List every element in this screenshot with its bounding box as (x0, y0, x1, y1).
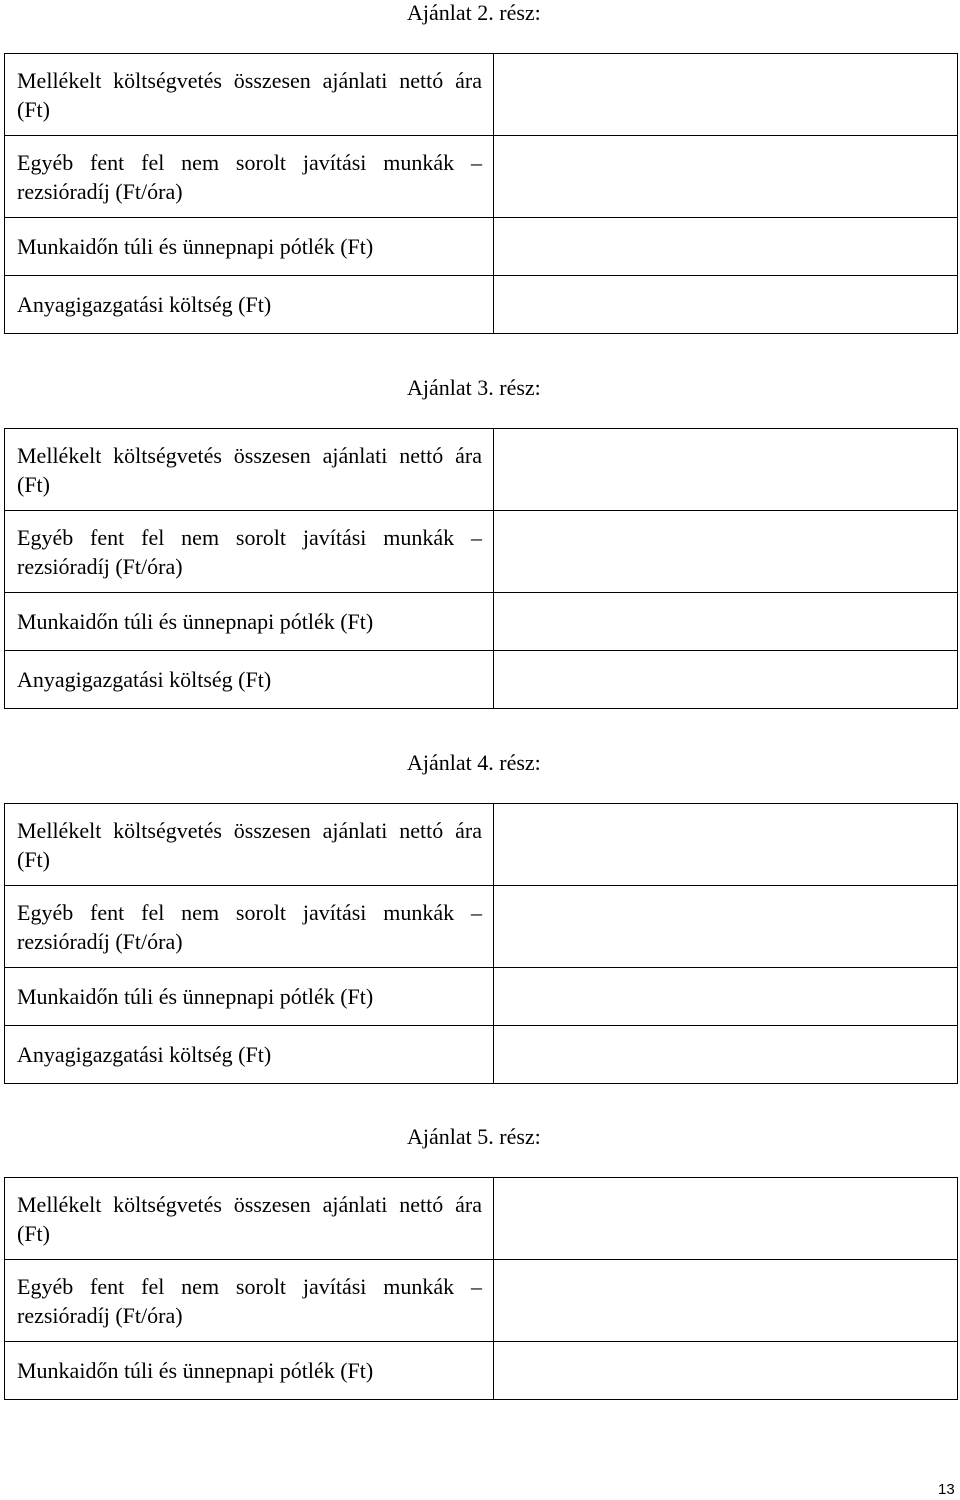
row-label: Egyéb fent fel nem sorolt javítási munkák – rezsióradíj (Ft/óra) (5, 136, 494, 218)
price-field[interactable] (494, 54, 958, 136)
table-row (5, 218, 958, 276)
table-row (5, 1178, 958, 1260)
table-row (5, 511, 958, 593)
overtime-surcharge-field[interactable] (494, 218, 958, 276)
section-heading: Ajánlat 2. rész: (407, 0, 541, 25)
price-field[interactable] (494, 429, 958, 511)
row-label: Munkaidőn túli és ünnepnapi pótlék (Ft) (5, 1342, 494, 1400)
material-cost-field[interactable] (494, 276, 958, 334)
row-label: Anyagigazgatási költség (Ft) (5, 276, 494, 334)
material-cost-field[interactable] (494, 1026, 958, 1084)
row-label: Mellékelt költségvetés összesen ajánlati nettó ára (Ft) (5, 804, 494, 886)
row-label: Anyagigazgatási költség (Ft) (5, 651, 494, 709)
price-field[interactable] (494, 1178, 958, 1260)
table-row (5, 429, 958, 511)
material-cost-field[interactable] (494, 651, 958, 709)
table-row (5, 1260, 958, 1342)
hourly-rate-field[interactable] (494, 136, 958, 218)
row-label: Egyéb fent fel nem sorolt javítási munkák – rezsióradíj (Ft/óra) (5, 1260, 494, 1342)
table-row (5, 968, 958, 1026)
row-label: Mellékelt költségvetés összesen ajánlati nettó ára (Ft) (5, 54, 494, 136)
row-label: Munkaidőn túli és ünnepnapi pótlék (Ft) (5, 968, 494, 1026)
row-label: Munkaidőn túli és ünnepnapi pótlék (Ft) (5, 593, 494, 651)
offer-table (4, 1177, 958, 1400)
table-row (5, 886, 958, 968)
overtime-surcharge-field[interactable] (494, 968, 958, 1026)
table-row (5, 276, 958, 334)
hourly-rate-field[interactable] (494, 886, 958, 968)
row-label: Egyéb fent fel nem sorolt javítási munkák – rezsióradíj (Ft/óra) (5, 511, 494, 593)
hourly-rate-field[interactable] (494, 1260, 958, 1342)
row-label: Munkaidőn túli és ünnepnapi pótlék (Ft) (5, 218, 494, 276)
table-row (5, 54, 958, 136)
section-heading: Ajánlat 5. rész: (407, 1124, 541, 1149)
offer-table (4, 803, 958, 1084)
section-heading: Ajánlat 3. rész: (407, 375, 541, 400)
overtime-surcharge-field[interactable] (494, 1342, 958, 1400)
row-label: Mellékelt költségvetés összesen ajánlati nettó ára (Ft) (5, 429, 494, 511)
overtime-surcharge-field[interactable] (494, 593, 958, 651)
table-row (5, 136, 958, 218)
price-field[interactable] (494, 804, 958, 886)
table-row (5, 651, 958, 709)
row-label: Mellékelt költségvetés összesen ajánlati nettó ára (Ft) (5, 1178, 494, 1260)
page-number: 13 (938, 1481, 955, 1498)
table-row (5, 593, 958, 651)
row-label: Egyéb fent fel nem sorolt javítási munkák – rezsióradíj (Ft/óra) (5, 886, 494, 968)
table-row (5, 1342, 958, 1400)
table-row (5, 1026, 958, 1084)
hourly-rate-field[interactable] (494, 511, 958, 593)
offer-table (4, 428, 958, 709)
table-row (5, 804, 958, 886)
section-heading: Ajánlat 4. rész: (407, 750, 541, 775)
offer-table (4, 53, 958, 334)
row-label: Anyagigazgatási költség (Ft) (5, 1026, 494, 1084)
